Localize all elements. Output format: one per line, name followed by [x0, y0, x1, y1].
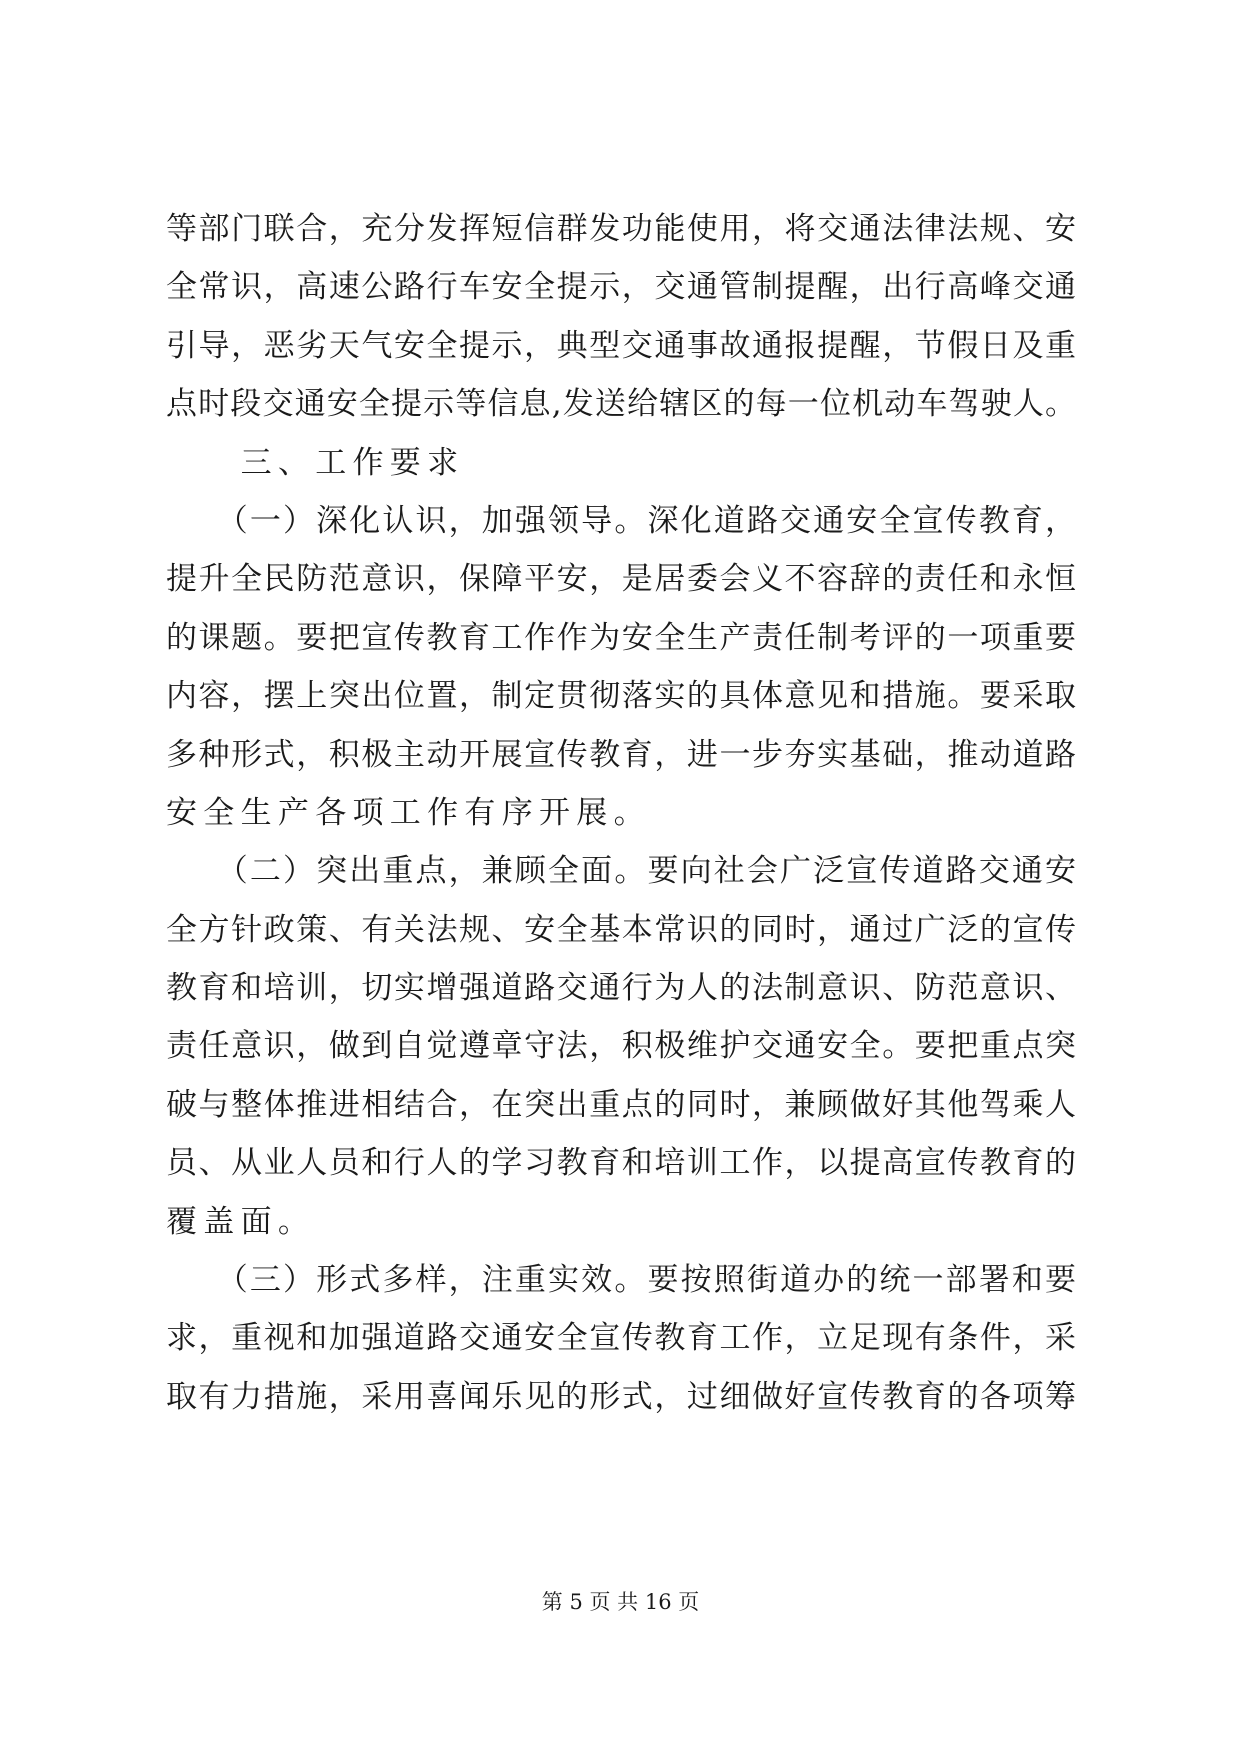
page-number-footer: 第 5 页 共 16 页 — [541, 1590, 700, 1614]
text-line: 员、从业人员和行人的学习教育和培训工作，以提高宣传教育的 — [166, 1145, 1076, 1182]
text-line: 安全生产各项工作有序开展。 — [166, 794, 651, 831]
text-line: （二）突出重点，兼顾全面。要向社会广泛宣传道路交通安 — [166, 853, 1076, 890]
text-line: 引导，恶劣天气安全提示，典型交通事故通报提醒，节假日及重 — [166, 327, 1076, 364]
text-line: 多种形式，积极主动开展宣传教育，进一步夯实基础，推动道路 — [166, 736, 1076, 773]
text-line: 求，重视和加强道路交通安全宣传教育工作，立足现有条件，采 — [166, 1320, 1076, 1357]
text-line: 全方针政策、有关法规、安全基本常识的同时，通过广泛的宣传 — [166, 911, 1076, 948]
text-line: 取有力措施，采用喜闻乐见的形式，过细做好宣传教育的各项筹 — [166, 1378, 1076, 1415]
text-line: 覆盖面。 — [166, 1203, 316, 1240]
text-line: 教育和培训，切实增强道路交通行为人的法制意识、防范意识、 — [166, 970, 1076, 1007]
text-line: 等部门联合，充分发挥短信群发功能使用，将交通法律法规、安 — [166, 211, 1076, 247]
text-line: 内容，摆上突出位置，制定贯彻落实的具体意见和措施。要采取 — [166, 678, 1076, 715]
document-body — [166, 200, 1076, 1426]
text-line: （一）深化认识，加强领导。深化道路交通安全宣传教育， — [166, 502, 1076, 539]
text-line: 的课题。要把宣传教育工作作为安全生产责任制考评的一项重要 — [166, 619, 1076, 656]
text-line: （三）形式多样，注重实效。要按照街道办的统一部署和要 — [166, 1262, 1076, 1299]
text-line: 全常识，高速公路行车安全提示，交通管制提醒，出行高峰交通 — [166, 269, 1076, 306]
text-line: 责任意识，做到自觉遵章守法，积极维护交通安全。要把重点突 — [166, 1028, 1076, 1065]
text-line: 破与整体推进相结合，在突出重点的同时，兼顾做好其他驾乘人 — [166, 1086, 1076, 1123]
section-heading: 三、工作要求 — [166, 444, 465, 481]
text-line: 点时段交通安全提示等信息,发送给辖区的每一位机动车驾驶人。 — [166, 386, 1076, 423]
text-line: 提升全民防范意识，保障平安，是居委会义不容辞的责任和永恒 — [166, 561, 1076, 598]
